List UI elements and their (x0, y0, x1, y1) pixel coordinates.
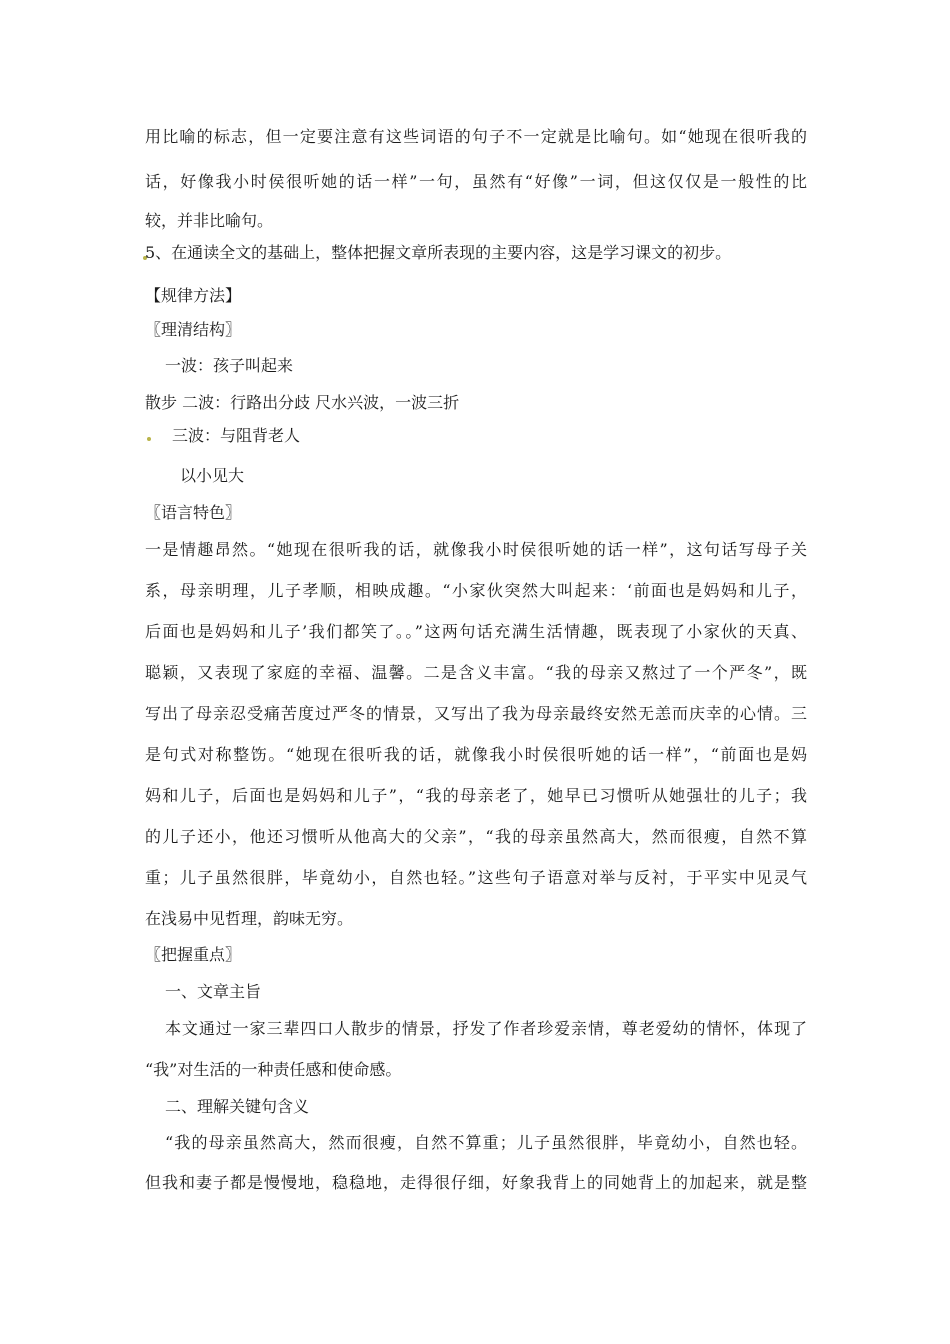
structure-line: 三波：与阻背老人 (172, 426, 301, 445)
text-line: 重；儿子虽然很胖，毕竟幼小，自然也轻。”这些句子语意对举与反衬，于平实中见灵气 (145, 868, 807, 887)
text-line: 的儿子还小，他还习惯听从他高大的父亲”，“我的母亲虽然高大，然而很瘦，自然不算 (145, 827, 807, 846)
text-line: 较，并非比喻句。 (145, 211, 274, 230)
text-line: 是句式对称整饬。“她现在很听我的话，就像我小时侯很听她的话一样”，“前面也是妈 (145, 745, 807, 764)
structure-line: 散步 二波：行路出分歧 尺水兴波，一波三折 (145, 393, 460, 412)
point-heading: 一、文章主旨 (165, 982, 262, 1001)
text-line: 在浅易中见哲理，韵味无穷。 (145, 909, 354, 928)
text-line: 一是情趣昂然。“她现在很听我的话，就像我小时侯很听她的话一样”，这句话写母子关 (145, 540, 807, 559)
text-line: 本文通过一家三辈四口人散步的情景，抒发了作者珍爱亲情，尊老爱幼的情怀，体现了 (165, 1019, 807, 1038)
section-heading: 【规律方法】 (145, 286, 242, 305)
text-line: 话，好像我小时侯很听她的话一样”一句，虽然有“好像”一词，但这仅仅是一般性的比 (145, 172, 807, 191)
text-line: “我的母亲虽然高大，然而很瘦，自然不算重；儿子虽然很胖，毕竟幼小，自然也轻。 (165, 1133, 807, 1152)
structure-line: 以小见大 (180, 466, 245, 485)
point-heading: 二、理解关键句含义 (165, 1097, 310, 1116)
structure-line: 一波：孩子叫起来 (165, 356, 294, 375)
subsection-heading: 〖语言特色〗 (145, 503, 242, 522)
text-line: 聪颖，又表现了家庭的幸福、温馨。二是含义丰富。“我的母亲又熬过了一个严冬”，既 (145, 663, 807, 682)
text-line: 用比喻的标志，但一定要注意有这些词语的句子不一定就是比喻句。如“她现在很听我的 (145, 127, 807, 146)
text-line: 妈和儿子，后面也是妈妈和儿子”，“我的母亲老了，她早已习惯听从她强壮的儿子；我 (145, 786, 807, 805)
text-line: 5、在通读全文的基础上，整体把握文章所表现的主要内容，这是学习课文的初步。 (145, 243, 732, 262)
text-line: 但我和妻子都是慢慢地，稳稳地，走得很仔细，好象我背上的同她背上的加起来，就是整 (145, 1173, 807, 1192)
subsection-heading: 〖理清结构〗 (145, 320, 242, 339)
text-line: “我”对生活的一种责任感和使命感。 (145, 1060, 402, 1079)
text-line: 后面也是妈妈和儿子’我们都笑了。。”这两句话充满生活情趣，既表现了小家伙的天真、 (145, 622, 807, 641)
subsection-heading: 〖把握重点〗 (145, 945, 242, 964)
bullet-mark (147, 437, 151, 441)
text-line: 系，母亲明理，儿子孝顺，相映成趣。“小家伙突然大叫起来：‘前面也是妈妈和儿子， (145, 581, 807, 600)
text-line: 写出了母亲忍受痛苦度过严冬的情景，又写出了我为母亲最终安然无恙而庆幸的心情。三 (145, 704, 807, 723)
